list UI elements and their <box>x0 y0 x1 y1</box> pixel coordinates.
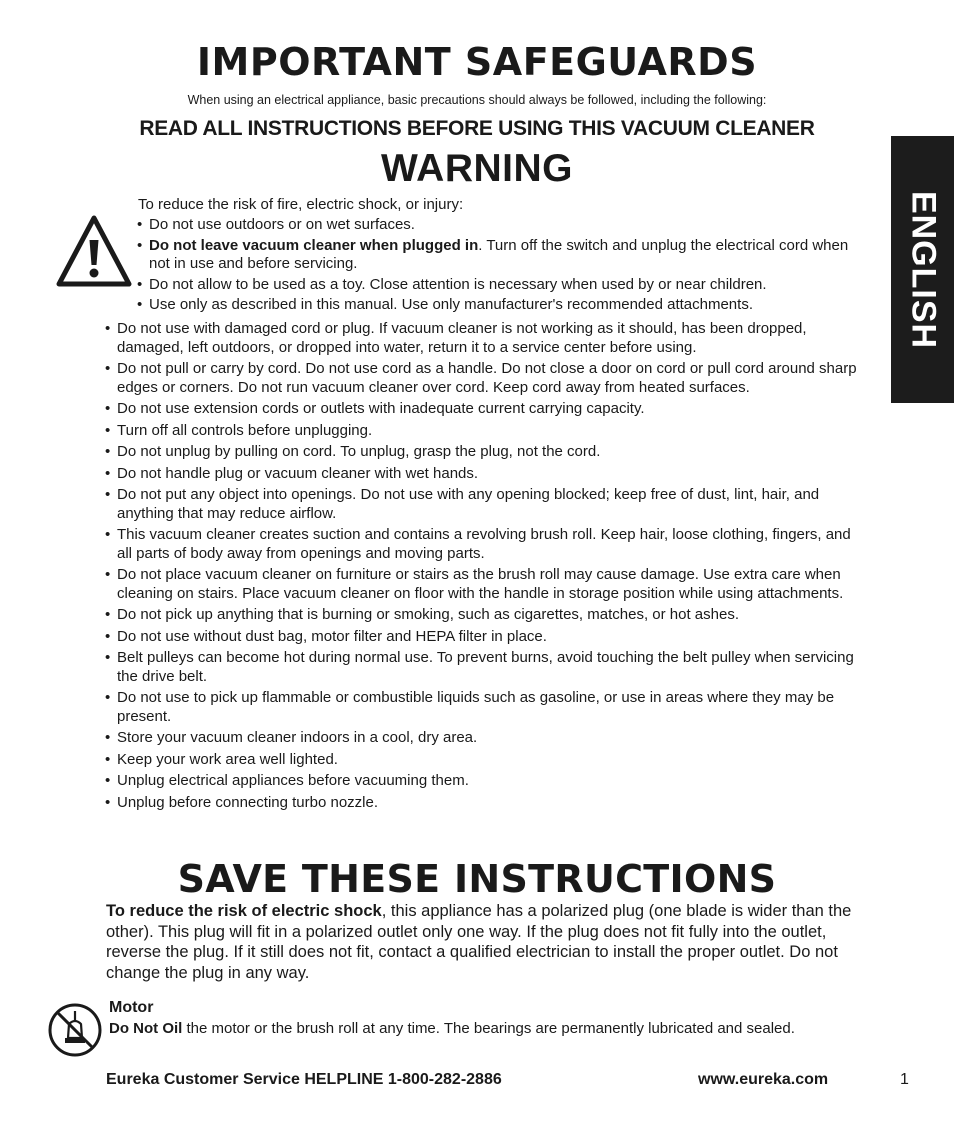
save-instructions-heading: SAVE THESE INSTRUCTIONS <box>177 857 777 901</box>
subtitle: When using an electrical appliance, basic precautions should always be followed, including the following: <box>187 93 767 107</box>
list-item: • Turn off all controls before unplugging. <box>105 421 373 439</box>
list-item: • Unplug before connecting turbo nozzle. <box>105 793 379 811</box>
electric-shock-paragraph <box>106 901 858 983</box>
list-item: • Do not unplug by pulling on cord. To unplug, grasp the plug, not the cord. <box>105 443 601 460</box>
list-item: • Do not put any object into openings. Do not use with any opening blocked; keep free of dust, lint, hair, and anything that may reduce airflow. <box>105 486 820 522</box>
helpline-text: Eureka Customer Service HELPLINE 1-800-282-2886 <box>106 1071 502 1088</box>
list-item: • Do not use without dust bag, motor filter and HEPA filter in place. <box>105 627 547 645</box>
shock-text: , this appliance has a polarized plug (one blade is wider than the other). This plug will fit in a polarized outlet only one way. If the plug does not fit fully into the outlet, reverse the plug. If it still does not fit, contact a qualified electrician to install the proper outlet. Do not change the plug in any way. <box>106 902 852 982</box>
website-text: www.eureka.com <box>698 1071 829 1088</box>
list-item: • Unplug electrical appliances before vacuuming them. <box>105 772 469 789</box>
list-item: • Do not use to pick up flammable or combustible liquids such as gasoline, or use in areas where they may be present. <box>105 689 835 725</box>
warning-intro: To reduce the risk of fire, electric shock, or injury: <box>138 196 464 213</box>
list-item: • Do not allow to be used as a toy. Close attention is necessary when used by or near children. <box>137 275 767 293</box>
list-item: • Store your vacuum cleaner indoors in a cool, dry area. <box>105 729 478 746</box>
list-item: • This vacuum cleaner creates suction and contains a revolving brush roll. Keep hair, loose clothing, fingers, and all parts of body away from openings and moving parts. <box>105 526 851 562</box>
list-item: • Use only as described in this manual. Use only manufacturer's recommended attachments. <box>137 296 753 313</box>
read-all-heading: READ ALL INSTRUCTIONS BEFORE USING THIS VACUUM CLEANER <box>139 117 815 140</box>
list-item: • Do not use extension cords or outlets with inadequate current carrying capacity. <box>105 400 645 417</box>
safeguards-list <box>105 320 857 815</box>
warning-triangle-icon <box>55 213 133 289</box>
motor-paragraph <box>109 1019 829 1039</box>
list-item: • Do not pick up anything that is burning or smoking, such as cigarettes, matches, or hot ashes. <box>105 606 739 623</box>
list-item: • Belt pulleys can become hot during normal use. To prevent burns, avoid touching the belt pulley when servicing the drive belt. <box>105 649 854 685</box>
list-item: • Do not handle plug or vacuum cleaner with wet hands. <box>105 464 479 482</box>
list-item: • Keep your work area well lighted. <box>105 750 338 768</box>
motor-heading: Motor <box>109 999 154 1016</box>
no-oil-icon <box>47 1002 103 1058</box>
page-number: 1 <box>900 1071 909 1088</box>
shock-lead: To reduce the risk of electric shock <box>106 902 382 920</box>
list-item: • Do not place vacuum cleaner on furniture or stairs as the brush roll may cause damage. Use extra care when cleaning on stairs. Place vacuum cleaner on floor with the handle in storage position while using attachments. <box>105 566 844 602</box>
warning-heading: WARNING <box>381 147 573 190</box>
motor-text: the motor or the brush roll at any time. The bearings are permanently lubricated and sealed. <box>182 1020 795 1037</box>
list-item: • Do not use with damaged cord or plug. If vacuum cleaner is not working as it should, has been dropped, damaged, left outdoors, or dropped into water, return it to a service center before using. <box>105 320 807 356</box>
list-item: • Do not pull or carry by cord. Do not use cord as a handle. Do not close a door on cord or pull cord around sharp edges or corners. Do not run vacuum cleaner over cord. Keep cord away from heated surfaces. <box>105 360 857 396</box>
icon-warning-list <box>137 216 857 317</box>
language-tab-label: ENGLISH <box>904 190 942 349</box>
motor-lead: Do Not Oil <box>109 1020 183 1037</box>
list-item: • Do not use outdoors or on wet surfaces. <box>137 216 415 233</box>
language-tab <box>891 136 954 403</box>
page-title: IMPORTANT SAFEGUARDS <box>196 40 758 84</box>
list-item: • Do not leave vacuum cleaner when plugged in. Turn off the switch and unplug the electrical cord when not in use and before servicing. <box>137 236 849 272</box>
